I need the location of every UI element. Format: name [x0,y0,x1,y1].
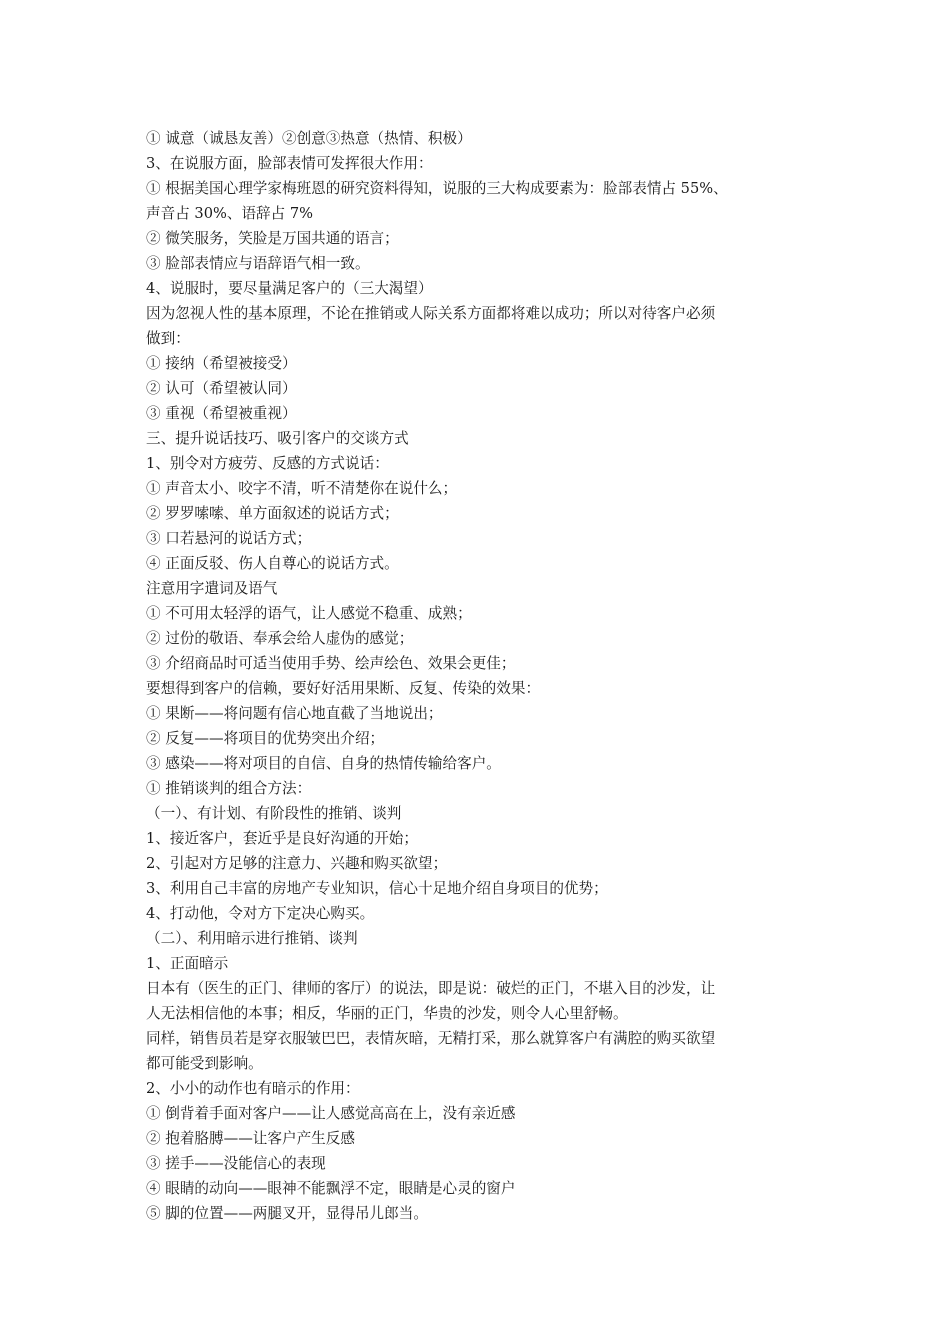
text-line: ① 果断——将问题有信心地直截了当地说出； [146,705,443,722]
text-line: ① 根据美国心理学家梅班恩的研究资料得知，说服的三大构成要素为：脸部表情占 55%、 [146,180,728,197]
text-line: ① 声音太小、咬字不清，听不清楚你在说什么； [146,480,458,497]
text-line: 都可能受到影响。 [146,1055,263,1072]
text-line: ② 罗罗嗦嗦、单方面叙述的说话方式； [146,505,399,522]
text-line: ② 反复——将项目的优势突出介绍； [146,730,385,747]
text-line: ③ 重视（希望被重视） [146,405,297,422]
text-line: 3、在说服方面，脸部表情可发挥很大作用： [146,155,433,172]
text-line: ① 倒背着手面对客户——让人感觉高高在上，没有亲近感 [146,1105,516,1122]
text-line: 要想得到客户的信赖，要好好活用果断、反复、传染的效果： [146,680,541,697]
text-line: ① 诚意（诚恳友善）②创意③热意（热情、积极） [146,130,472,147]
text-line: ① 不可用太轻浮的语气，让人感觉不稳重、成熟； [146,605,472,622]
text-line: 1、接近客户，套近乎是良好沟通的开始； [146,830,418,847]
text-line: 1、正面暗示 [146,955,229,972]
subsection-heading: （一）、有计划、有阶段性的推销、谈判 [146,805,402,822]
text-line: ④ 眼睛的动向——眼神不能飘浮不定，眼睛是心灵的窗户 [146,1180,516,1197]
text-line: 4、打动他，令对方下定决心购买。 [146,905,375,922]
section-heading: 三、提升说话技巧、吸引客户的交谈方式 [146,430,409,447]
text-line: ③ 脸部表情应与语辞语气相一致。 [146,255,370,272]
text-line: ② 抱着胳膊——让客户产生反感 [146,1130,355,1147]
text-line: 因为忽视人性的基本原理，不论在推销或人际关系方面都将难以成功；所以对待客户必须 [146,305,716,322]
text-line: 2、小小的动作也有暗示的作用： [146,1080,360,1097]
text-line: ① 接纳（希望被接受） [146,355,297,372]
text-line: ④ 正面反驳、伤人自尊心的说话方式。 [146,555,399,572]
text-line: 同样，销售员若是穿衣服皱巴巴，表情灰暗，无精打采，那么就算客户有满腔的购买欲望 [146,1030,716,1047]
text-line: 人无法相信他的本事；相反，华丽的正门，华贵的沙发，则令人心里舒畅。 [146,1005,628,1022]
text-line: 注意用字遣词及语气 [146,580,278,597]
text-line: 做到： [146,330,190,347]
text-line: ③ 介绍商品时可适当使用手势、绘声绘色、效果会更佳； [146,655,516,672]
text-line: ③ 感染——将对项目的自信、自身的热情传输给客户。 [146,755,501,772]
text-line: ① 推销谈判的组合方法： [146,780,312,797]
text-line: 3、利用自己丰富的房地产专业知识，信心十足地介绍自身项目的优势； [146,880,608,897]
text-line: ③ 口若悬河的说话方式； [146,530,312,547]
text-line: 1、别令对方疲劳、反感的方式说话： [146,455,389,472]
text-line: 声音占 30%、语辞占 7% [146,205,314,222]
text-line: 4、说服时，要尽量满足客户的（三大渴望） [146,280,433,297]
text-line: ② 认可（希望被认同） [146,380,297,397]
text-line: 2、引起对方足够的注意力、兴趣和购买欲望； [146,855,448,872]
subsection-heading: （二）、利用暗示进行推销、谈判 [146,930,358,947]
text-line: ③ 搓手——没能信心的表现 [146,1155,326,1172]
text-line: ② 微笑服务，笑脸是万国共通的语言； [146,230,399,247]
text-line: ⑤ 脚的位置——两腿叉开，显得吊儿郎当。 [146,1205,428,1222]
text-line: 日本有（医生的正门、律师的客厅）的说法，即是说：破烂的正门，不堪入目的沙发，让 [146,980,716,997]
document-body [146,126,814,1226]
text-line: ② 过份的敬语、奉承会给人虚伪的感觉； [146,630,414,647]
